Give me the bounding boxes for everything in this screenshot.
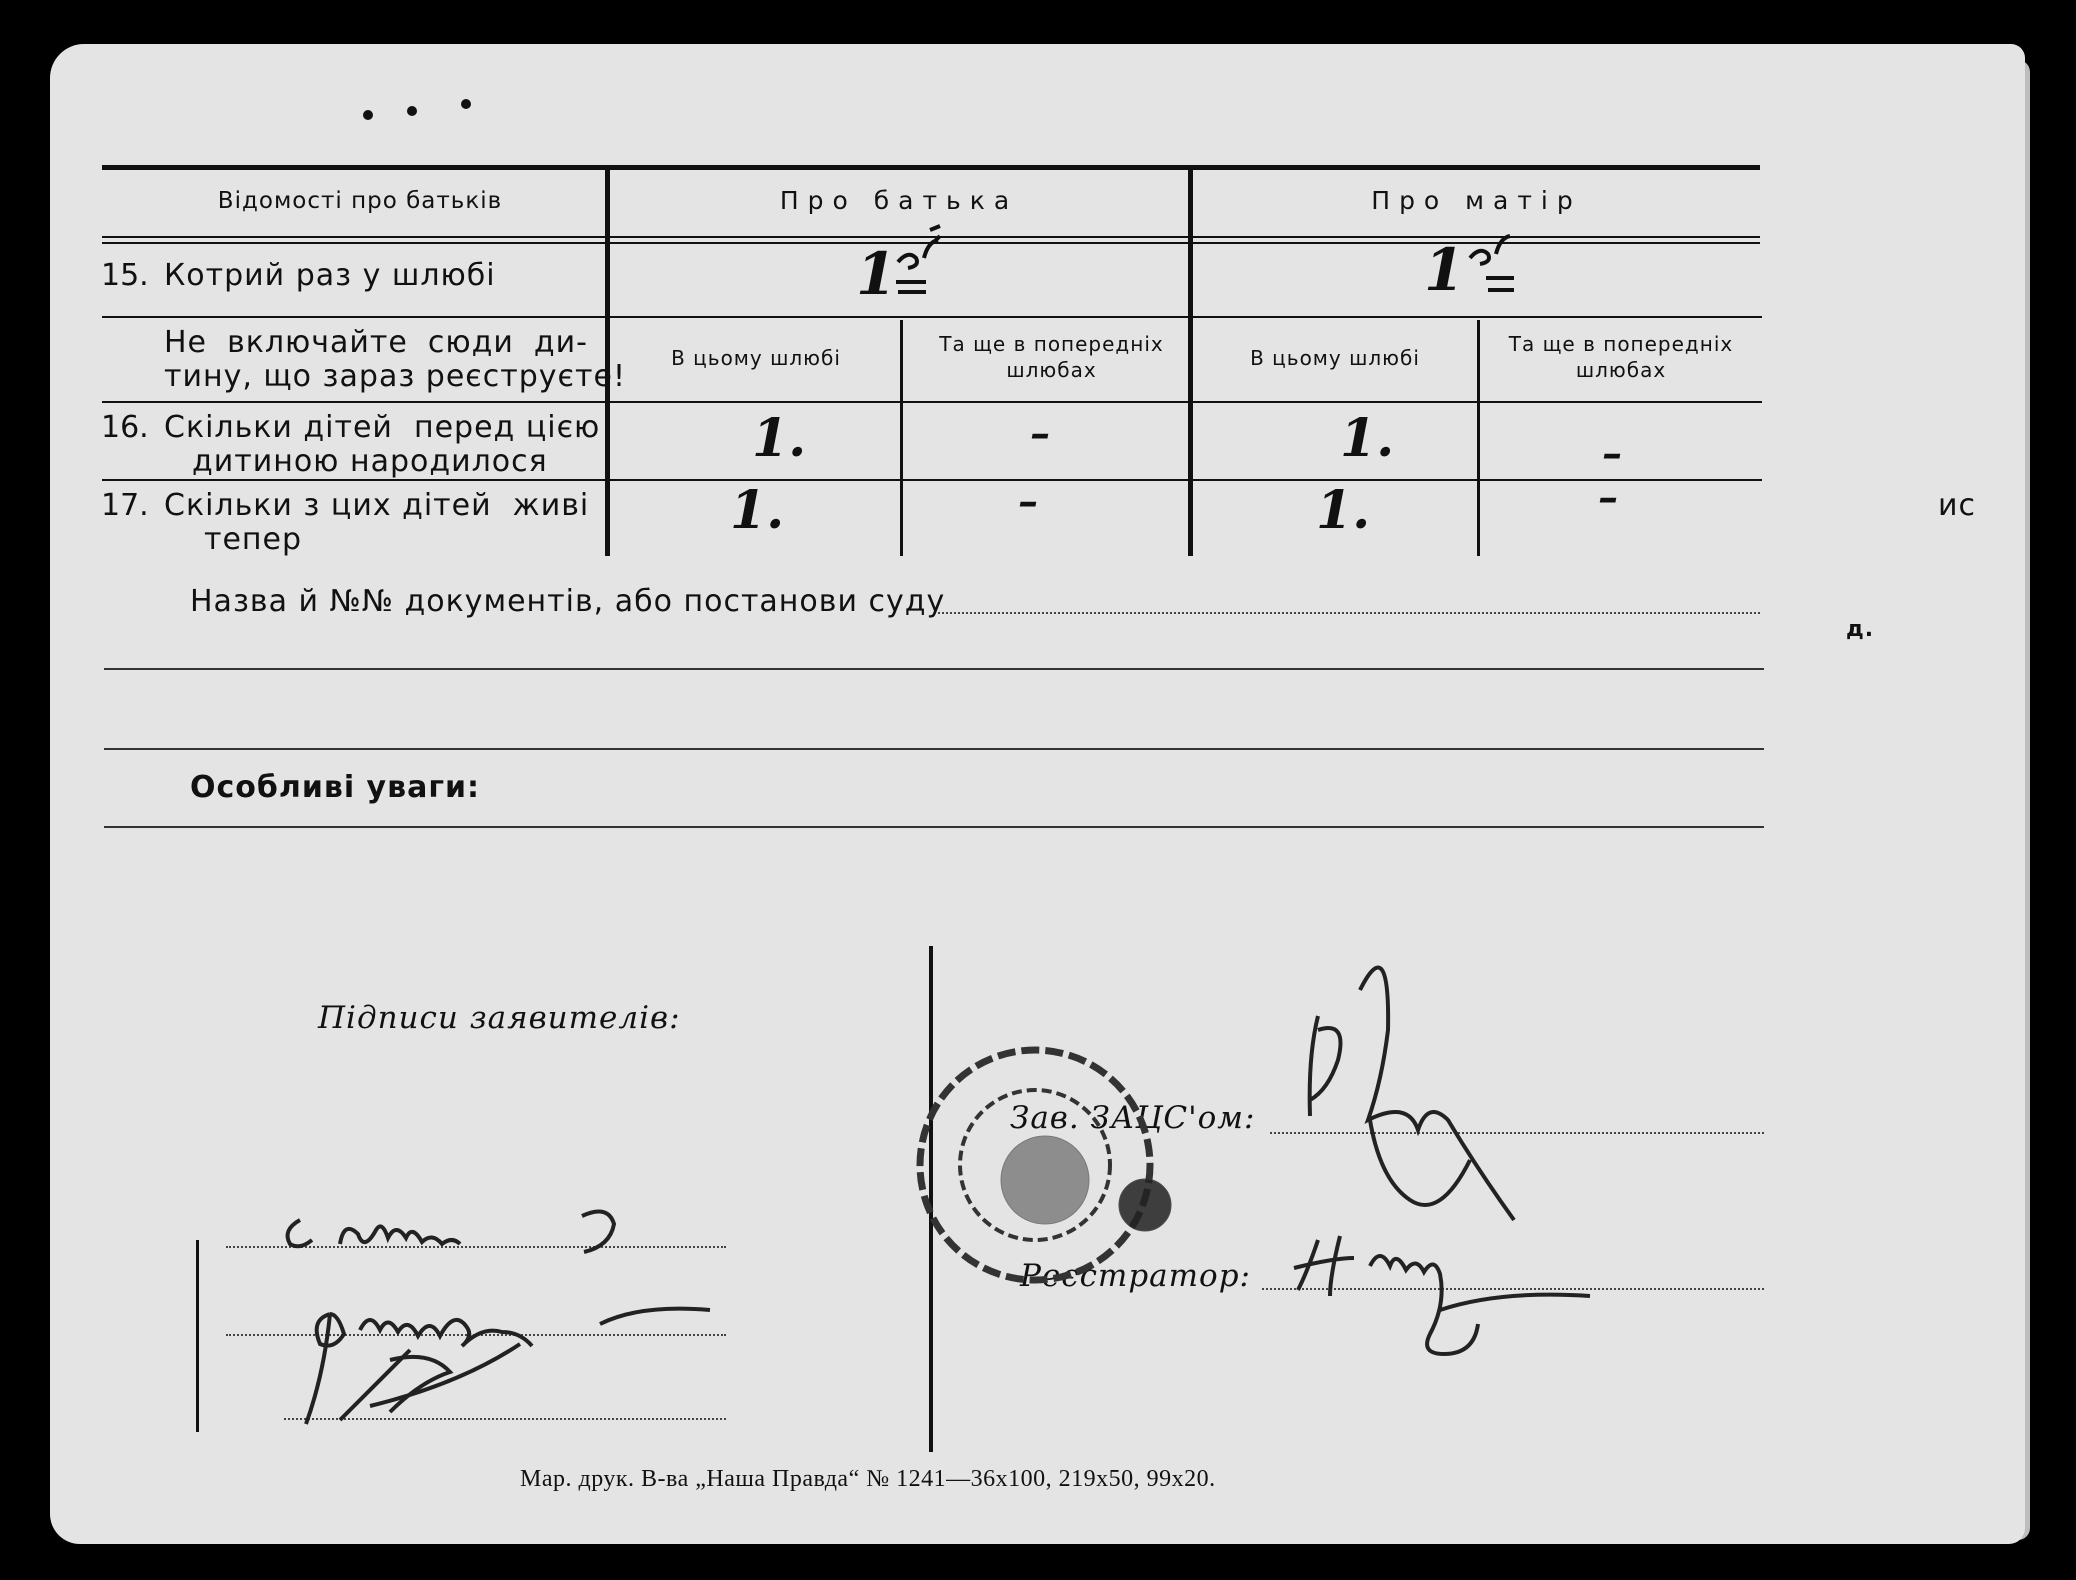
row17-label-line1: Скільки з цих дітей живі — [164, 488, 590, 523]
documents-label: Назва й №№ документів, або постанови суду — [190, 584, 946, 619]
row16-label-line2: дитиною народилося — [192, 444, 548, 479]
registrar-signature — [1294, 1236, 1590, 1354]
row17-number: 17. — [101, 488, 149, 523]
head-label: Зав. ЗАЦС'ом: — [1010, 1100, 1256, 1136]
row15-mother-value: 1 — [1424, 236, 1465, 304]
note-line1: Не включайте сюди ди- — [164, 325, 588, 360]
applicant-signature-1 — [288, 1212, 614, 1253]
row16-father-this: 1. — [752, 408, 807, 469]
mother-header: Про матір — [1371, 186, 1582, 215]
row17-father-this: 1. — [730, 480, 785, 541]
row17-label-line2: тепер — [204, 522, 303, 557]
father-previous-marriages-header-line1: Та ще в попередніх — [939, 332, 1164, 356]
row16-father-previous: – — [1030, 410, 1050, 457]
ink-specks — [363, 99, 471, 120]
row17-father-previous: – — [1018, 478, 1038, 525]
row16-mother-previous: – — [1602, 430, 1622, 477]
applicants-label: Підписи заявителів: — [318, 1000, 681, 1036]
mother-this-marriage-header: В цьому шлюбі — [1250, 346, 1420, 370]
margin-fragment-bottom: д. — [1846, 617, 1875, 642]
father-header: Про батька — [779, 186, 1019, 215]
official-stamp — [920, 1050, 1171, 1280]
head-signature — [1310, 968, 1514, 1221]
remarks-label: Особливі уваги: — [190, 770, 481, 805]
row16-number: 16. — [101, 410, 149, 445]
row15-number: 15. — [101, 258, 149, 293]
row15-label: Котрий раз у шлюбі — [164, 258, 496, 293]
father-previous-marriages-header-line2: шлюбах — [1006, 358, 1097, 382]
header-label: Відомості про батьків — [217, 188, 503, 214]
row15-father-value: 1 — [856, 240, 897, 308]
mother-previous-marriages-header-line1: Та ще в попередніх — [1508, 332, 1734, 356]
row17-mother-previous: – — [1598, 474, 1618, 521]
row16-label-line1: Скільки дітей перед цією — [164, 410, 601, 445]
mother-previous-marriages-header-line2: шлюбах — [1575, 358, 1667, 382]
applicant-signature-2 — [306, 1309, 710, 1424]
row16-mother-this: 1. — [1340, 408, 1395, 469]
father-this-marriage-header: В цьому шлюбі — [671, 346, 841, 370]
registrar-label: Реєстратор: — [1020, 1258, 1251, 1294]
margin-fragment-top: ис — [1938, 488, 1976, 523]
row17-mother-this: 1. — [1316, 480, 1371, 541]
note-line2: тину, що зараз реєструєте! — [164, 359, 626, 394]
printer-footer: Мар. друк. В-ва „Наша Правда“ № 1241—36x100, 219x50, 99x20. — [520, 1466, 1216, 1492]
